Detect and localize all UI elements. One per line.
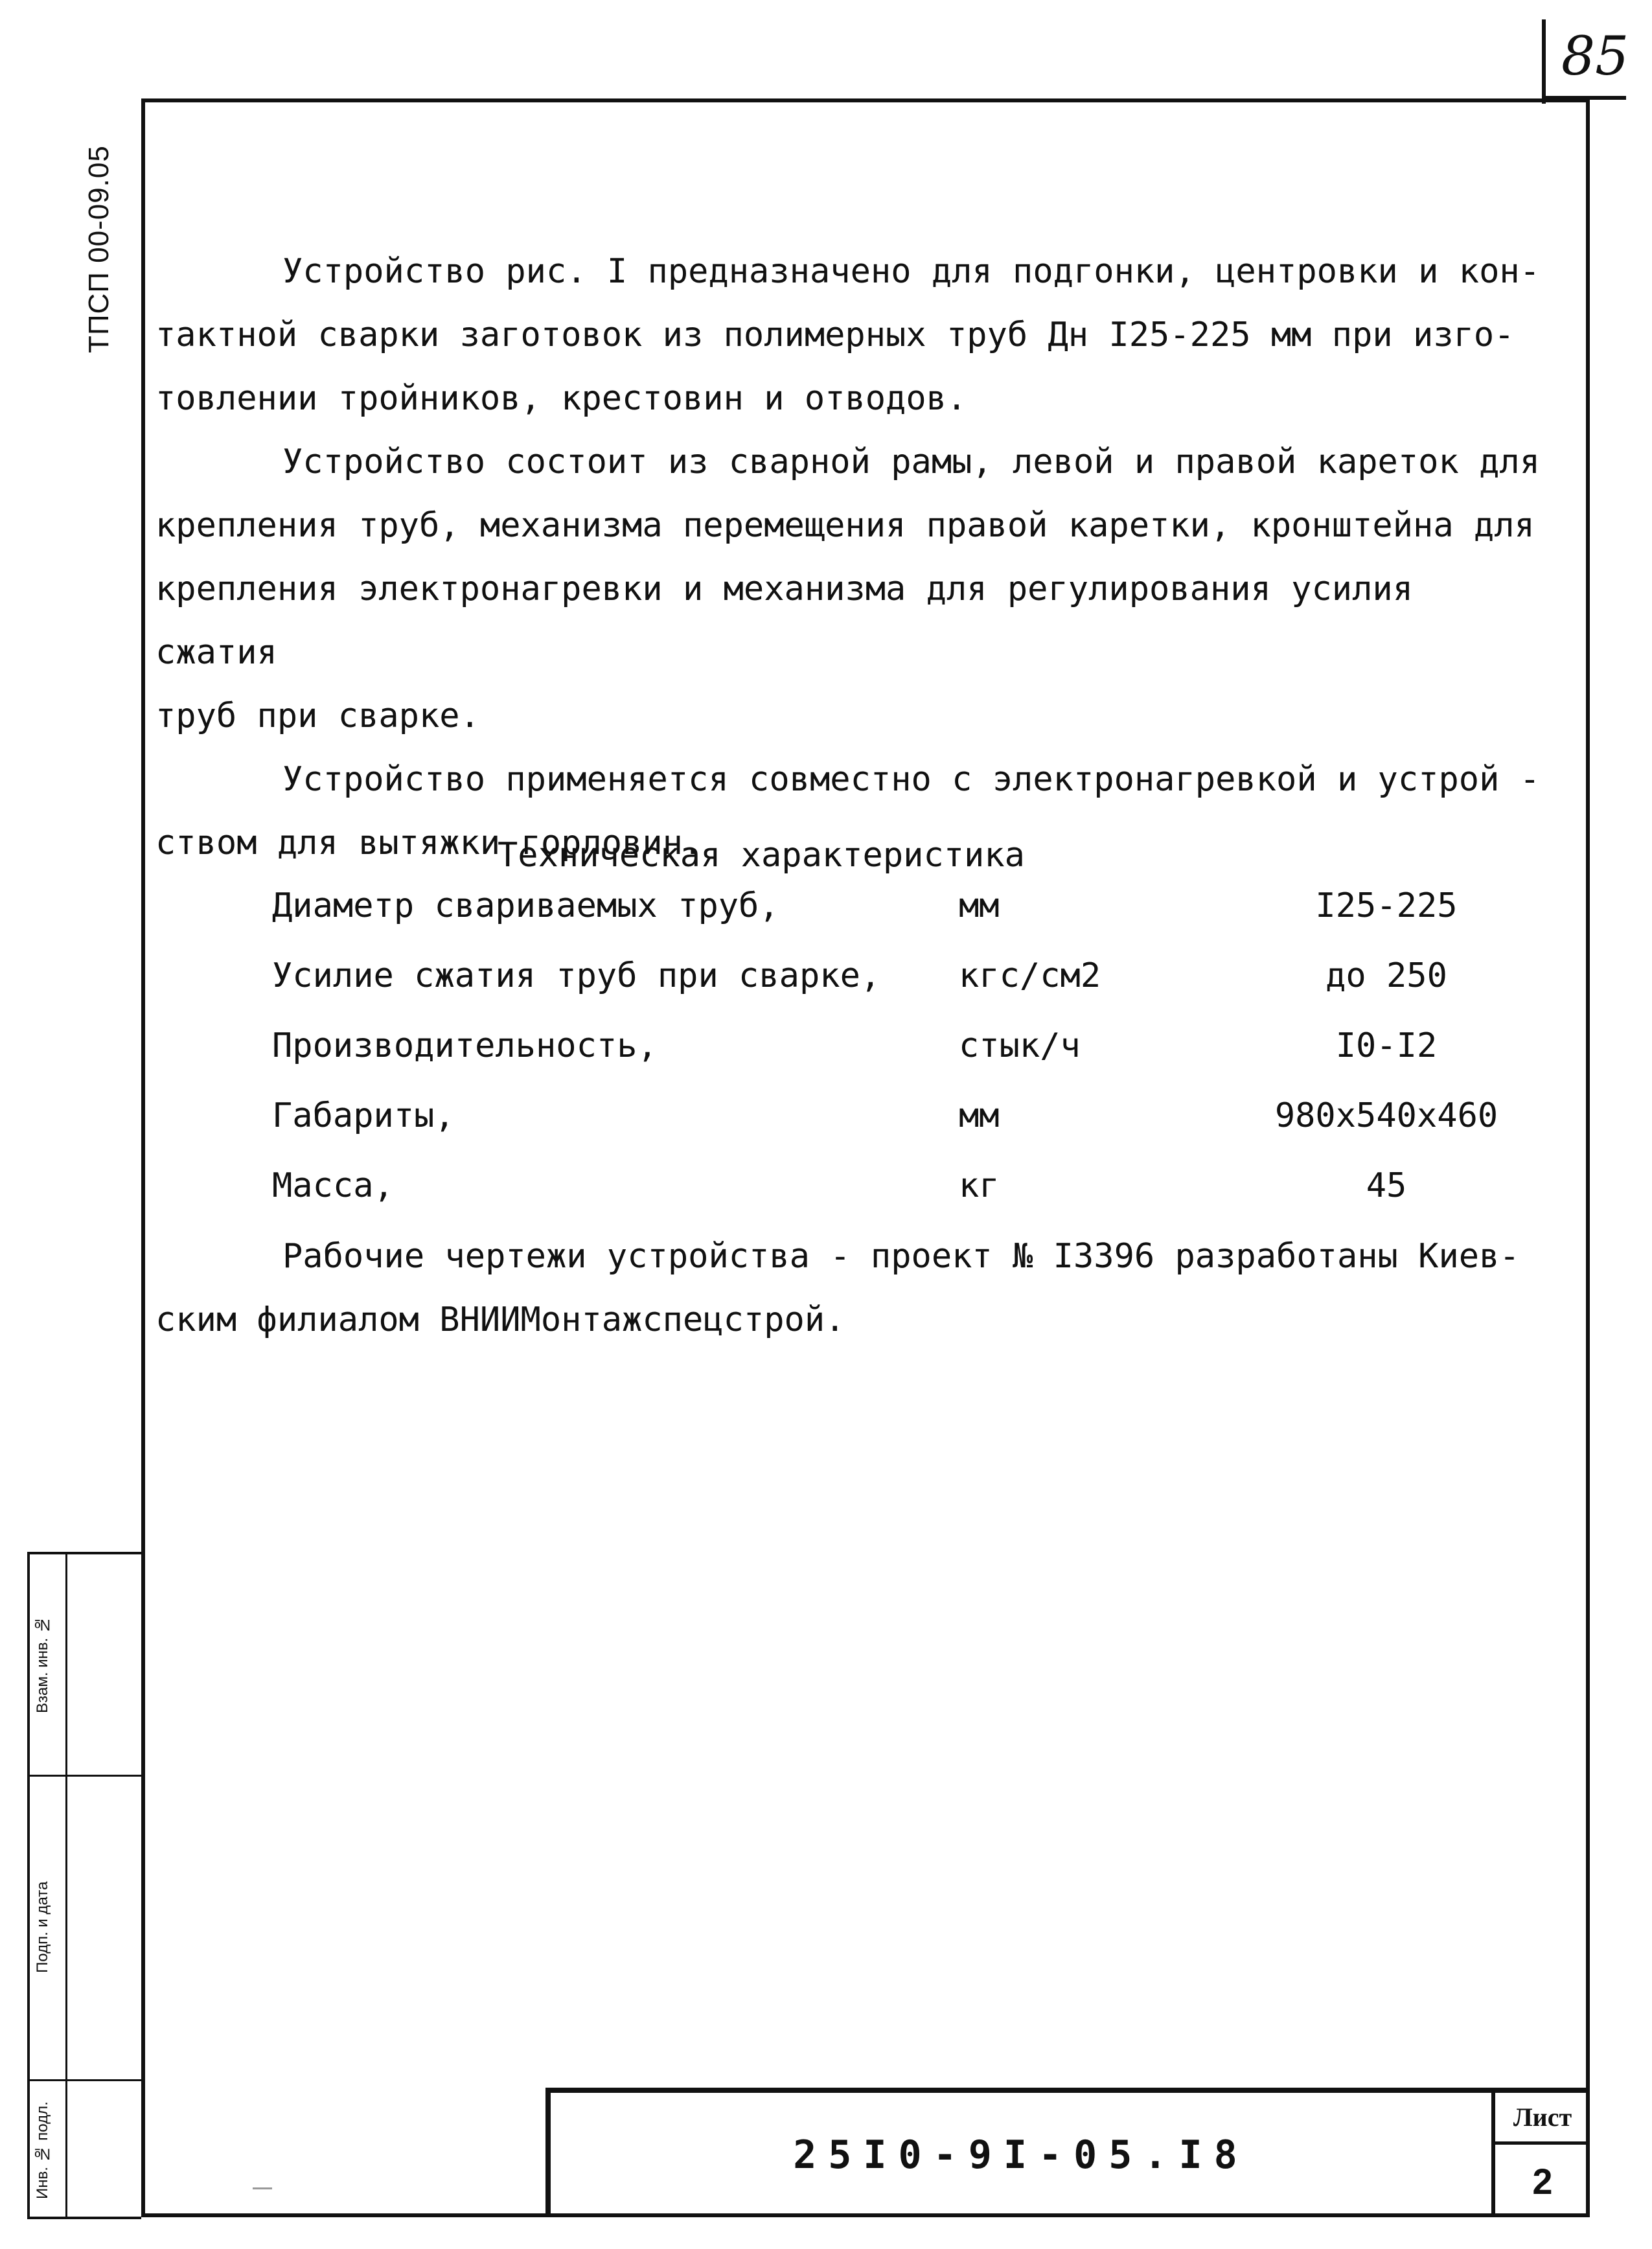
scan-mark — [253, 2187, 272, 2189]
spec-unit: стык/ч — [959, 1026, 1081, 1065]
body-text — [155, 240, 1542, 875]
spec-label: Габариты, — [272, 1096, 455, 1135]
spec-label: Усилие сжатия труб при сварке, — [272, 956, 881, 995]
sheet-number: 2 — [1532, 2160, 1553, 2202]
text-line: Устройство состоит из сварной рамы, левой и правой кареток для — [282, 443, 1541, 481]
tech-spec-heading-text: Техническая характеристика — [498, 836, 1025, 875]
spec-label: Масса, — [272, 1166, 394, 1205]
text-line: ским филиалом ВНИИМонтажспецстрой. — [155, 1300, 845, 1339]
side-code: ТПСП 00-09.05 — [83, 145, 115, 353]
text-line: труб при сварке. — [155, 697, 480, 735]
tech-spec-heading — [0, 836, 1652, 875]
spec-value: 980x540x460 — [1274, 1096, 1498, 1135]
text-line: Рабочие чертежи устройства - проект № I3396 разработаны Киев- — [282, 1237, 1520, 1276]
spec-unit: кг — [959, 1166, 1000, 1205]
spec-unit: мм — [959, 1096, 1000, 1135]
spec-row — [272, 1026, 1542, 1096]
spec-unit: кгс/см2 — [959, 956, 1101, 995]
spec-row — [272, 956, 1542, 1026]
text-line: тактной сварки заготовок из полимерных труб Дн I25-225 мм при изго- — [155, 316, 1515, 354]
spec-unit: мм — [959, 886, 1000, 925]
text-line: Устройство применяется совместно с электронагревкой и устрой - — [282, 760, 1541, 799]
page-number: 85 — [1561, 26, 1629, 87]
text-line: Устройство рис. I предназначено для подгонки, центровки и кон- — [282, 252, 1541, 291]
paragraph-composition — [155, 430, 1542, 748]
approval-stamp-strip — [27, 1552, 141, 2219]
paragraph-drawings — [155, 1225, 1542, 1352]
text-line: крепления труб, механизма перемещения правой каретки, кронштейна для — [155, 506, 1535, 545]
spec-row — [272, 886, 1542, 956]
sheet-cell — [1491, 2093, 1590, 2217]
stamp-divider — [65, 1554, 67, 2217]
spec-value: I25-225 — [1315, 886, 1458, 925]
spec-row — [272, 1096, 1542, 1166]
spec-label: Диаметр свариваемых труб, — [272, 886, 779, 925]
document-code: 25I0-9I-05.I8 — [793, 2132, 1249, 2178]
corner-mark-vertical — [1542, 19, 1546, 104]
text-line: крепления электронагревки и механизма для регулирования усилия сжатия — [155, 570, 1414, 672]
stamp-divider — [30, 1775, 141, 1777]
spec-label: Производительность, — [272, 1026, 658, 1065]
spec-value: до 250 — [1325, 956, 1447, 995]
sheet-label: Лист — [1495, 2093, 1590, 2145]
stamp-label: Взам. инв. № — [34, 1616, 51, 1713]
text-line: ством для вытяжки горловин. — [155, 824, 704, 862]
spec-value: I0-I2 — [1335, 1026, 1438, 1065]
text-line: товлении тройников, крестовин и отводов. — [155, 379, 967, 418]
spec-table — [272, 886, 1542, 1236]
spec-value: 45 — [1366, 1166, 1407, 1205]
paragraph-purpose — [155, 240, 1542, 430]
stamp-divider — [30, 2079, 141, 2081]
title-block — [545, 2088, 1590, 2217]
stamp-label: Инв. № подл. — [34, 2101, 51, 2200]
stamp-label: Подп. и дата — [34, 1881, 51, 1973]
